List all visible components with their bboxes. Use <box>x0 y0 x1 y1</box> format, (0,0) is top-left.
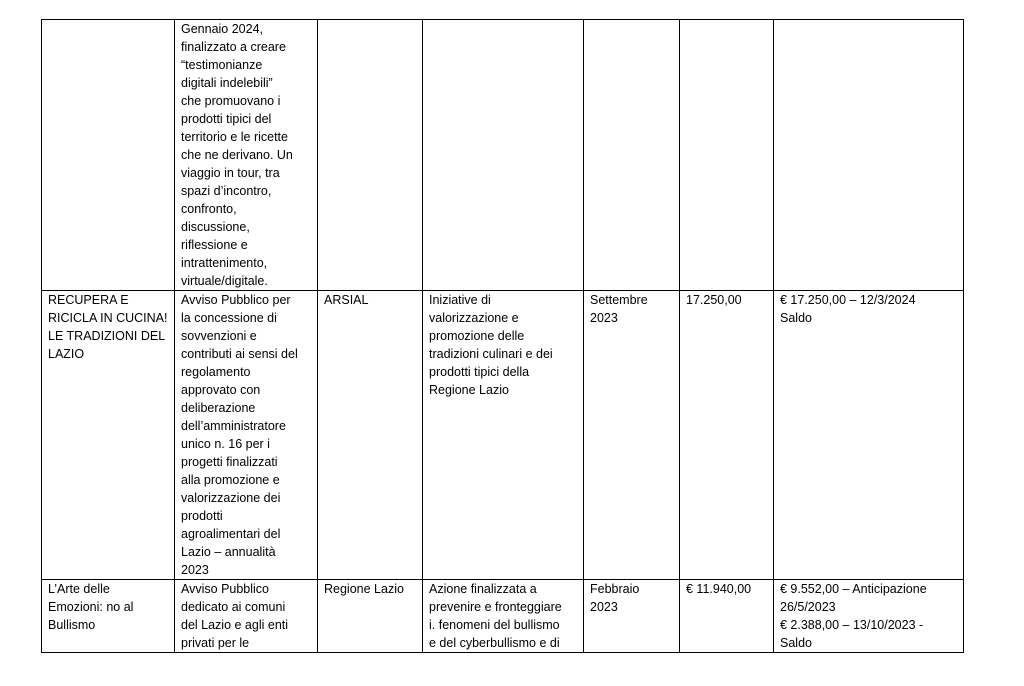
table-row <box>42 20 964 291</box>
payments-cell: € 17.250,00 – 12/3/2024 Saldo <box>774 291 964 580</box>
amount-cell <box>680 20 774 291</box>
entity-cell <box>318 20 423 291</box>
amount-cell: 17.250,00 <box>680 291 774 580</box>
date-cell <box>584 20 680 291</box>
payments-cell <box>774 20 964 291</box>
projects-table <box>41 19 964 653</box>
project-title-cell <box>42 20 175 291</box>
entity-cell: ARSIAL <box>318 291 423 580</box>
table-row <box>42 291 964 580</box>
date-cell: Febbraio 2023 <box>584 580 680 653</box>
action-cell: Azione finalizzata a prevenire e fronteggiare i. fenomeni del bullismo e del cyberbullismo e di <box>423 580 584 653</box>
action-cell: Iniziative di valorizzazione e promozione delle tradizioni culinari e dei prodotti tipici della Regione Lazio <box>423 291 584 580</box>
description-cell: Avviso Pubblico dedicato ai comuni del Lazio e agli enti privati per le <box>175 580 318 653</box>
project-title-cell: L’Arte delle Emozioni: no al Bullismo <box>42 580 175 653</box>
date-cell: Settembre 2023 <box>584 291 680 580</box>
entity-cell: Regione Lazio <box>318 580 423 653</box>
payments-cell: € 9.552,00 – Anticipazione 26/5/2023 € 2.388,00 – 13/10/2023 - Saldo <box>774 580 964 653</box>
description-cell: Gennaio 2024, finalizzato a creare “testimonianze digitali indelebili” che promuovano i prodotti tipici del territorio e le ricette che ne derivano. Un viaggio in tour, tra spazi d’incontro, confronto, discussione, riflessione e intrattenimento, virtuale/digitale. <box>175 20 318 291</box>
amount-cell: € 11.940,00 <box>680 580 774 653</box>
project-title-cell: RECUPERA E RICICLA IN CUCINA! LE TRADIZIONI DEL LAZIO <box>42 291 175 580</box>
description-cell: Avviso Pubblico per la concessione di sovvenzioni e contributi ai sensi del regolamento approvato con deliberazione dell’amministratore unico n. 16 per i progetti finalizzati alla promozione e valorizzazione dei prodotti agroalimentari del Lazio – annualità 2023 <box>175 291 318 580</box>
action-cell <box>423 20 584 291</box>
table-row <box>42 580 964 653</box>
